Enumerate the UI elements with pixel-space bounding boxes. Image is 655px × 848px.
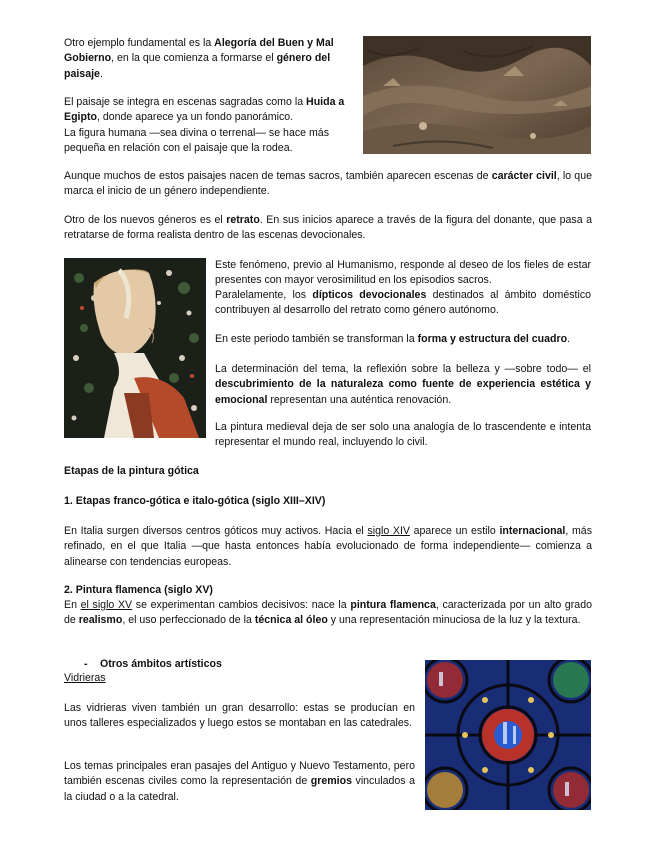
subheading-vidrieras: Vidrieras	[64, 672, 106, 684]
text: aparece un estilo	[409, 525, 500, 537]
underlined-term: siglo XIV	[367, 525, 410, 537]
bold-term: género del paisaje	[64, 52, 331, 80]
paragraph-figura-humana	[64, 126, 354, 157]
text: Otro de los nuevos géneros es el	[64, 214, 227, 226]
heading-franco-gotica: 1. Etapas franco-gótica e italo-gótica (siglo XIII–XIV)	[64, 495, 326, 507]
text: Aunque muchos de estos paisajes nacen de temas sacros, también aparecen escenas de	[64, 170, 492, 182]
text: El paisaje se integra en escenas sagradas como la	[64, 96, 307, 108]
bold-term: Huida a Egipto	[64, 96, 345, 124]
heading-flamenca: 2. Pintura flamenca (siglo XV)	[64, 584, 213, 596]
paragraph-humanismo	[215, 258, 591, 289]
paragraph-alegoria	[64, 36, 354, 82]
paragraph-pintura-medieval	[215, 420, 591, 451]
text: . En sus inicios aparece a través de la figura del donante, que pasa a retratarse de forma realista dentro de las escenas devocionales.	[64, 214, 592, 242]
text: y una representación minuciosa de la luz y la textura.	[327, 614, 581, 627]
paragraph-huida-egipto	[64, 95, 354, 126]
text: En este periodo también se transforman la	[215, 333, 418, 345]
bold-term: internacional	[499, 525, 566, 537]
bold-term: dípticos devocionales	[312, 289, 427, 301]
bold-term: gremios	[310, 775, 352, 788]
text: , el uso perfeccionado de la	[122, 614, 255, 627]
text: , en la que comienza a formarse el	[111, 52, 277, 65]
text: La determinación del tema, la reflexión sobre la belleza y —sobre todo— el	[215, 363, 591, 375]
text: Las vidrieras viven también un gran desarrollo: estas se producían en unos talleres especializados y luego estos se montaban en las catedrales.	[64, 702, 415, 730]
text: Este fenómeno, previo al Humanismo, responde al deseo de los fieles de estar presentes con mayor verosimilitud en los episodios sacros.	[215, 259, 591, 287]
text: .	[567, 333, 571, 345]
paragraph-italia	[64, 524, 592, 570]
bold-term: forma y estructura del cuadro	[417, 333, 568, 345]
paragraph-naturaleza	[215, 362, 591, 408]
text: Paralelamente, los	[215, 289, 313, 301]
text: destinados al ámbito doméstico contribuyen al desarrollo del retrato como género autónomo.	[215, 289, 592, 317]
bold-term: carácter civil	[491, 170, 557, 182]
paragraph-caracter-civil	[64, 169, 592, 200]
landscape-fresco-image	[363, 36, 591, 154]
heading-etapas: Etapas de la pintura gótica	[64, 465, 199, 477]
text: Los temas principales eran pasajes del Antiguo y Nuevo Testamento, pero también escenas civiles como la representación de	[64, 760, 415, 788]
bold-term: realismo	[78, 614, 123, 627]
text: Otro ejemplo fundamental es la	[64, 37, 215, 49]
text: En	[64, 599, 81, 611]
bold-term: Alegoría del Buen y Mal Gobierno	[64, 37, 334, 65]
bold-term: retrato	[226, 214, 260, 226]
text: .	[99, 67, 103, 80]
text: La pintura medieval deja de ser solo una analogía de lo trascendente e intenta representar el mundo real, incluyendo lo civil.	[215, 421, 591, 449]
text: , donde aparece ya un fondo panorámico.	[96, 111, 294, 124]
bullet-label: Otros ámbitos artísticos	[100, 658, 222, 670]
text: se experimentan cambios decisivos: nace la	[132, 599, 351, 611]
text: , más refinado, en el que Italia —que hasta entonces había evolucionado de forma independiente— comienza a alinearse con tendencias europeas.	[64, 525, 592, 568]
bullet-dash: -	[84, 658, 88, 670]
bold-term: técnica al óleo	[254, 614, 328, 627]
paragraph-forma-estructura	[215, 332, 591, 347]
paragraph-vidrieras	[64, 701, 415, 732]
bold-term: descubrimiento de la naturaleza como fuente de experiencia estética y emocional	[215, 378, 591, 406]
stained-glass-image	[425, 660, 591, 810]
text: representan una auténtica renovación.	[267, 393, 452, 406]
paragraph-flamenca	[64, 598, 592, 629]
underlined-term: el siglo XV	[80, 599, 133, 611]
portrait-princess-image	[64, 258, 206, 438]
paragraph-temas	[64, 759, 415, 805]
text: , lo que marca el inicio de un género independiente.	[64, 170, 592, 198]
text: En Italia surgen diversos centros góticos muy activos. Hacia el	[64, 525, 368, 537]
paragraph-dipticos	[215, 288, 591, 319]
text: vinculados a la ciudad o a la catedral.	[64, 775, 416, 803]
bold-term: pintura flamenca	[350, 599, 436, 611]
text: La figura humana —sea divina o terrenal— se hace más pequeña en relación con el paisaje que la rodea.	[64, 127, 329, 155]
paragraph-retrato	[64, 213, 592, 244]
text: , caracterizada por un alto grado de	[64, 599, 592, 627]
